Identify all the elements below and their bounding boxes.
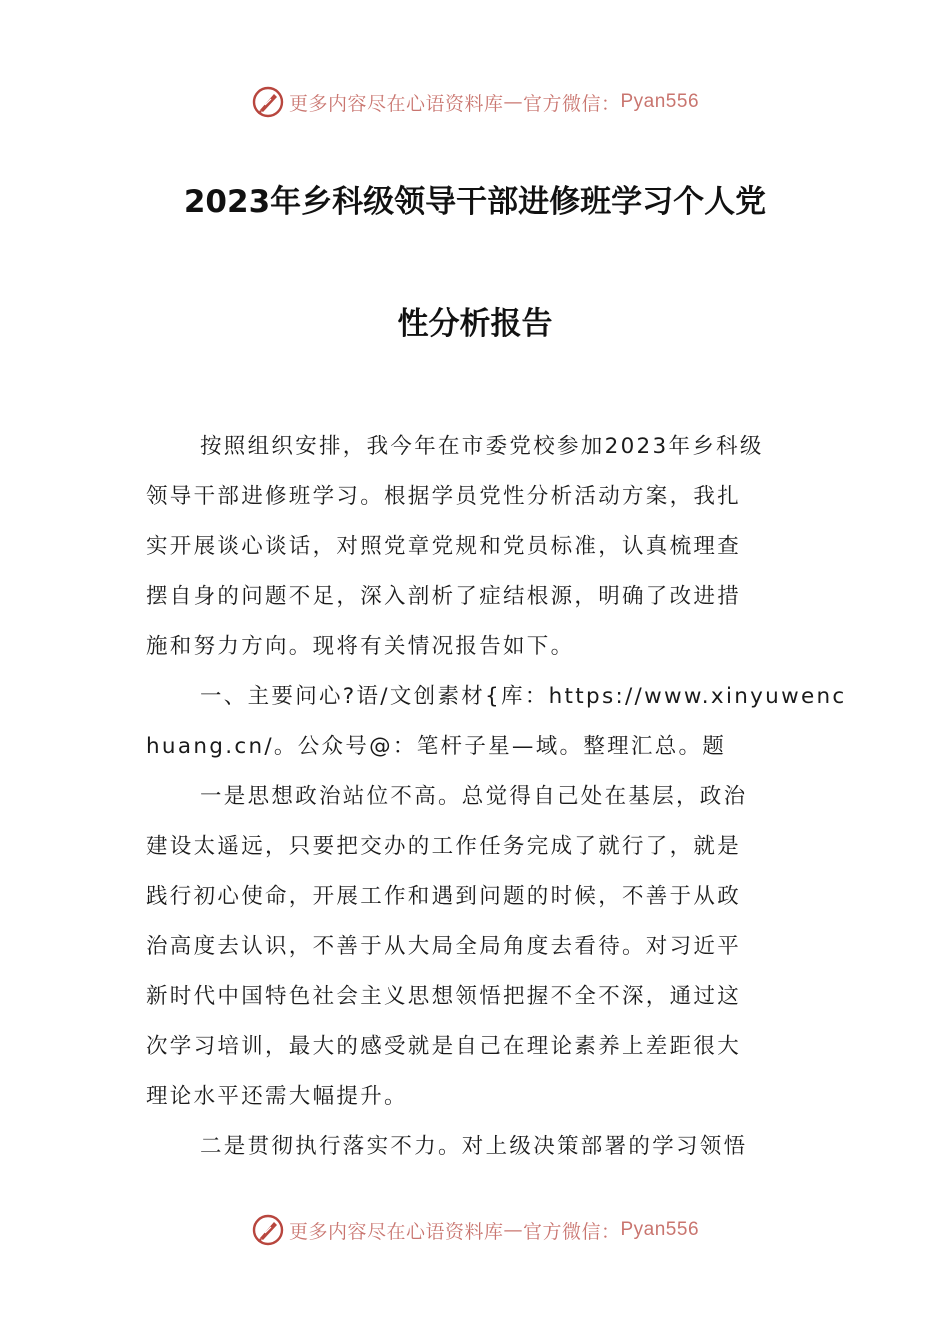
watermark-separator: — bbox=[503, 91, 523, 113]
body-line: 按照组织安排，我今年在市委党校参加2023年乡科级 bbox=[200, 434, 764, 459]
body-line: 摆自身的问题不足，深入剖析了症结根源，明确了改进措 bbox=[146, 584, 742, 609]
quill-pen-icon bbox=[251, 85, 285, 119]
body-line: 践行初心使命，开展工作和遇到问题的时候，不善于从政 bbox=[146, 884, 742, 909]
body-line: 一是思想政治站位不高。总觉得自己处在基层，政治 bbox=[200, 784, 748, 809]
body-line: 领导干部进修班学习。根据学员党性分析活动方案，我扎 bbox=[146, 484, 742, 509]
body-line: 建设太遥远，只要把交办的工作任务完成了就行了，就是 bbox=[146, 834, 742, 859]
watermark-label: 官方微信： bbox=[522, 1220, 621, 1243]
document-title-line-2: 性分析报告 bbox=[397, 306, 553, 342]
header-watermark bbox=[0, 82, 950, 122]
watermark-label: 官方微信： bbox=[522, 92, 621, 115]
body-line: 实开展谈心谈话，对照党章党规和党员标准，认真梳理查 bbox=[146, 534, 742, 559]
watermark-handle: Pyan556 bbox=[620, 91, 700, 112]
body-line: 理论水平还需大幅提升。 bbox=[146, 1084, 408, 1109]
quill-pen-icon bbox=[251, 1213, 285, 1247]
body-line: 新时代中国特色社会主义思想领悟把握不全不深，通过这 bbox=[146, 984, 742, 1009]
watermark-text: 更多内容尽在心语资料库 bbox=[288, 1220, 504, 1243]
body-line: 二是贯彻执行落实不力。对上级决策部署的学习领悟 bbox=[200, 1134, 748, 1159]
body-line: 一、主要问心?语/文创素材{库：https://www.xinyuwenc bbox=[200, 684, 847, 709]
body-line: huang.cn/。公众号@：笔杆子星—域。整理汇总。题 bbox=[146, 734, 727, 759]
footer-watermark bbox=[0, 1210, 950, 1250]
document-title-line-1: 2023年乡科级领导干部进修班学习个人党 bbox=[183, 184, 767, 220]
body-line: 施和努力方向。现将有关情况报告如下。 bbox=[146, 634, 575, 659]
body-line: 次学习培训，最大的感受就是自己在理论素养上差距很大 bbox=[146, 1034, 742, 1059]
body-line: 治高度去认识，不善于从大局全局角度去看待。对习近平 bbox=[146, 934, 742, 959]
watermark-separator: — bbox=[503, 1219, 523, 1241]
watermark-text: 更多内容尽在心语资料库 bbox=[288, 92, 504, 115]
watermark-handle: Pyan556 bbox=[620, 1219, 700, 1240]
